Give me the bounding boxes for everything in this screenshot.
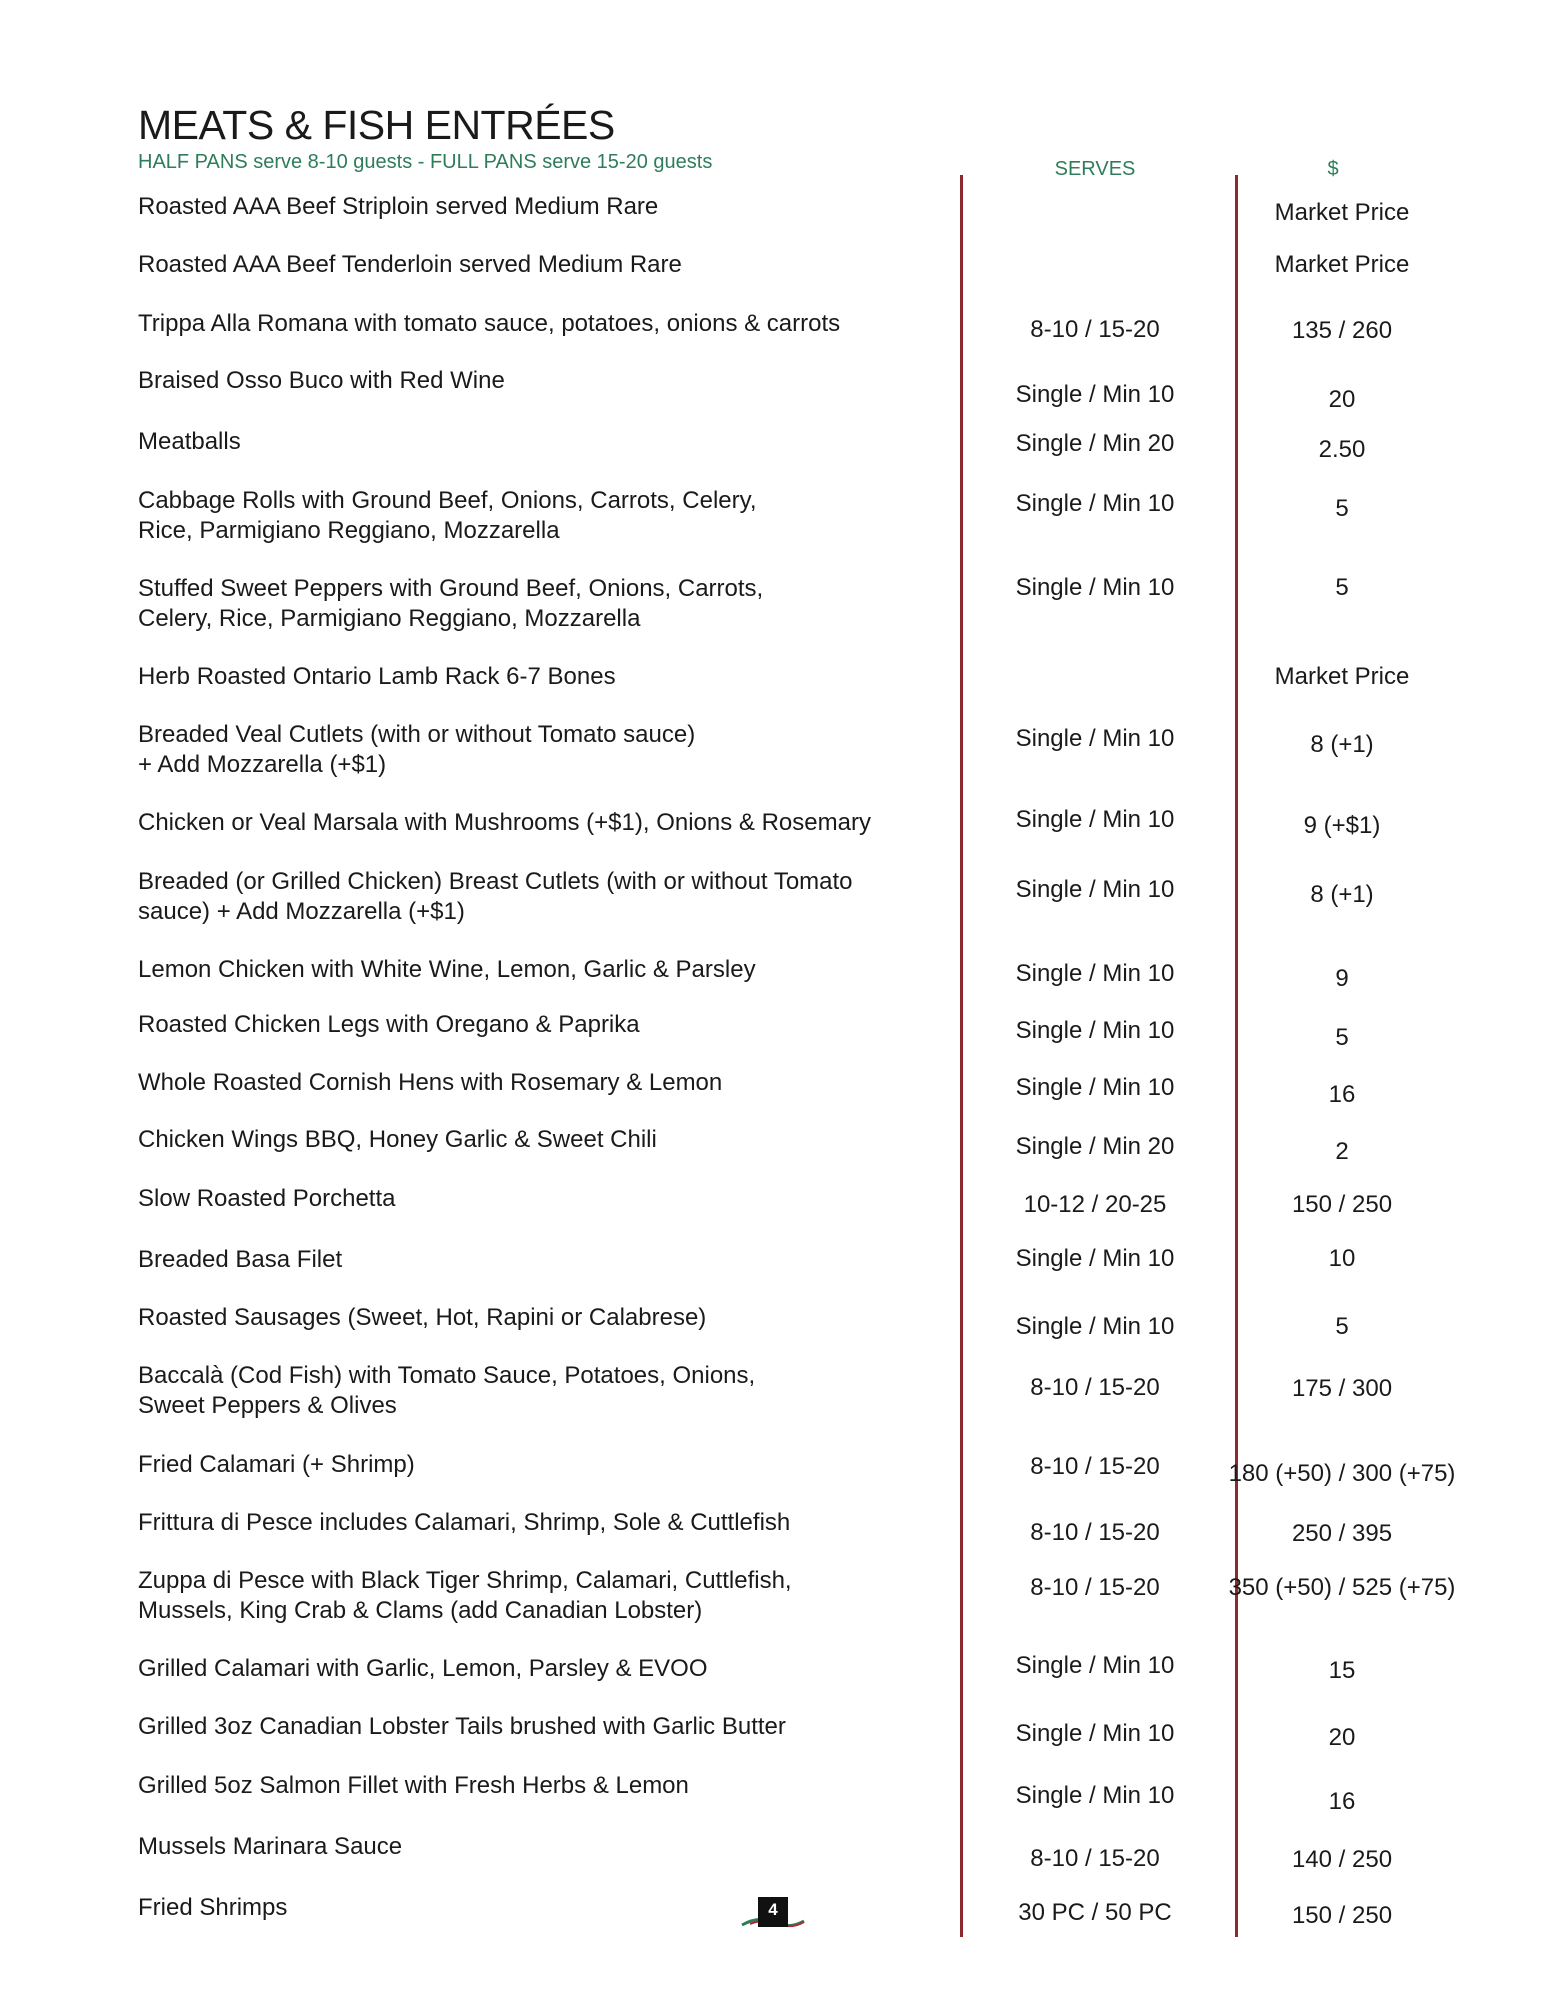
page-title: MEATS & FISH ENTRÉES <box>138 102 615 148</box>
item-name-line: Fried Calamari (+ Shrimp) <box>138 1451 415 1478</box>
page-number: 4 <box>758 1897 788 1927</box>
item-name <box>138 1125 657 1155</box>
item-name <box>138 366 505 396</box>
item-price: 5 <box>1335 495 1349 522</box>
item-name-line: Mussels, King Crab & Clams (add Canadian Lobster) <box>138 1597 703 1624</box>
item-name <box>138 1361 755 1421</box>
serves-column-header: SERVES <box>1054 158 1136 180</box>
item-name-line: Breaded Veal Cutlets (with or without Tomato sauce) <box>138 721 696 748</box>
item-serves: Single / Min 10 <box>1015 1245 1175 1272</box>
item-name <box>138 192 658 222</box>
item-serves: 30 PC / 50 PC <box>1018 1899 1172 1926</box>
item-name <box>138 486 757 546</box>
item-name-line: Roasted Sausages (Sweet, Hot, Rapini or Calabrese) <box>138 1304 707 1331</box>
item-serves: Single / Min 10 <box>1015 1313 1175 1340</box>
item-name <box>138 574 763 634</box>
item-name-line: Cabbage Rolls with Ground Beef, Onions, Carrots, Celery, <box>138 487 757 514</box>
item-name-line: sauce) + Add Mozzarella (+$1) <box>138 898 465 925</box>
item-serves: 8-10 / 15-20 <box>1030 1519 1160 1546</box>
item-name-line: Chicken Wings BBQ, Honey Garlic & Sweet Chili <box>138 1126 657 1153</box>
item-price: 9 (+$1) <box>1303 812 1381 839</box>
item-name <box>138 1893 287 1923</box>
item-serves: 10-12 / 20-25 <box>1023 1191 1167 1218</box>
item-price: 2 <box>1335 1138 1349 1165</box>
item-serves: Single / Min 10 <box>1015 1017 1175 1044</box>
item-name-line: Grilled 3oz Canadian Lobster Tails brushed with Garlic Butter <box>138 1713 786 1740</box>
item-price: 10 <box>1328 1245 1356 1272</box>
item-price: 350 (+50) / 525 (+75) <box>1228 1574 1456 1601</box>
item-serves: Single / Min 20 <box>1015 430 1175 457</box>
item-price: 140 / 250 <box>1291 1846 1393 1873</box>
item-name-line: Baccalà (Cod Fish) with Tomato Sauce, Potatoes, Onions, <box>138 1362 756 1389</box>
pan-size-note: HALF PANS serve 8-10 guests - FULL PANS serve 15-20 guests <box>138 151 713 173</box>
item-price: 15 <box>1328 1657 1356 1684</box>
page-number-badge <box>740 1897 806 1933</box>
item-name-line: Braised Osso Buco with Red Wine <box>138 367 505 394</box>
item-name <box>138 1566 792 1626</box>
column-divider <box>1235 175 1238 1937</box>
item-price: 180 (+50) / 300 (+75) <box>1228 1460 1456 1487</box>
item-price: Market Price <box>1274 251 1410 278</box>
item-price: Market Price <box>1274 663 1410 690</box>
item-price: 5 <box>1335 1313 1349 1340</box>
item-price: 16 <box>1328 1081 1356 1108</box>
item-name-line: Mussels Marinara Sauce <box>138 1833 403 1860</box>
item-serves: Single / Min 10 <box>1015 1720 1175 1747</box>
item-serves: Single / Min 10 <box>1015 960 1175 987</box>
item-price: 250 / 395 <box>1291 1520 1393 1547</box>
item-name <box>138 808 871 838</box>
item-name-line: Fried Shrimps <box>138 1894 288 1921</box>
item-name-line: Breaded (or Grilled Chicken) Breast Cutlets (with or without Tomato <box>138 868 853 895</box>
item-name-line: Chicken or Veal Marsala with Mushrooms (+$1), Onions & Rosemary <box>138 809 871 836</box>
item-serves: 8-10 / 15-20 <box>1030 1374 1160 1401</box>
item-name <box>138 1771 689 1801</box>
item-name <box>138 309 840 339</box>
item-serves: 8-10 / 15-20 <box>1030 316 1160 343</box>
item-name-line: + Add Mozzarella (+$1) <box>138 751 387 778</box>
item-serves: Single / Min 10 <box>1015 574 1175 601</box>
item-name-line: Sweet Peppers & Olives <box>138 1392 397 1419</box>
item-name-line: Frittura di Pesce includes Calamari, Shrimp, Sole & Cuttlefish <box>138 1509 791 1536</box>
item-price: 150 / 250 <box>1291 1902 1393 1929</box>
price-column-header: $ <box>1327 158 1339 180</box>
item-name-line: Stuffed Sweet Peppers with Ground Beef, Onions, Carrots, <box>138 575 764 602</box>
item-price: Market Price <box>1274 199 1410 226</box>
column-divider <box>960 175 963 1937</box>
item-serves: Single / Min 10 <box>1015 1074 1175 1101</box>
item-name-line: Lemon Chicken with White Wine, Lemon, Garlic & Parsley <box>138 956 756 983</box>
item-serves: Single / Min 10 <box>1015 876 1175 903</box>
item-serves: Single / Min 10 <box>1015 806 1175 833</box>
item-price: 150 / 250 <box>1291 1191 1393 1218</box>
item-serves: Single / Min 10 <box>1015 1652 1175 1679</box>
item-name-line: Roasted AAA Beef Striploin served Medium Rare <box>138 193 659 220</box>
item-name <box>138 867 853 927</box>
item-name <box>138 427 241 457</box>
item-price: 5 <box>1335 1024 1349 1051</box>
item-name-line: Rice, Parmigiano Reggiano, Mozzarella <box>138 517 560 544</box>
item-price: 175 / 300 <box>1291 1375 1393 1402</box>
item-name <box>138 1303 706 1333</box>
item-name-line: Roasted Chicken Legs with Oregano & Paprika <box>138 1011 640 1038</box>
item-name <box>138 1068 722 1098</box>
item-name-line: Grilled Calamari with Garlic, Lemon, Parsley & EVOO <box>138 1655 708 1682</box>
item-name-line: Breaded Basa Filet <box>138 1246 343 1273</box>
item-name <box>138 250 682 280</box>
item-price: 8 (+1) <box>1310 731 1374 758</box>
item-price: 20 <box>1328 386 1356 413</box>
item-name <box>138 662 616 692</box>
item-serves: 8-10 / 15-20 <box>1030 1574 1160 1601</box>
item-name-line: Zuppa di Pesce with Black Tiger Shrimp, Calamari, Cuttlefish, <box>138 1567 792 1594</box>
item-name-line: Meatballs <box>138 428 241 455</box>
item-serves: Single / Min 20 <box>1015 1133 1175 1160</box>
item-serves: 8-10 / 15-20 <box>1030 1845 1160 1872</box>
item-price: 16 <box>1328 1788 1356 1815</box>
item-price: 8 (+1) <box>1310 881 1374 908</box>
item-serves: 8-10 / 15-20 <box>1030 1453 1160 1480</box>
item-serves: Single / Min 10 <box>1015 725 1175 752</box>
item-name-line: Slow Roasted Porchetta <box>138 1185 396 1212</box>
item-name <box>138 1654 708 1684</box>
item-serves: Single / Min 10 <box>1015 381 1175 408</box>
item-price: 5 <box>1335 574 1349 601</box>
item-price: 2.50 <box>1318 436 1366 463</box>
item-name <box>138 1184 395 1214</box>
item-name <box>138 1508 790 1538</box>
item-name <box>138 1832 402 1862</box>
item-name <box>138 955 756 985</box>
item-price: 135 / 260 <box>1291 317 1393 344</box>
item-name-line: Trippa Alla Romana with tomato sauce, potatoes, onions & carrots <box>138 310 841 337</box>
item-name-line: Grilled 5oz Salmon Fillet with Fresh Herbs & Lemon <box>138 1772 689 1799</box>
item-name-line: Roasted AAA Beef Tenderloin served Medium Rare <box>138 251 682 278</box>
item-serves: Single / Min 10 <box>1015 490 1175 517</box>
item-name <box>138 1245 342 1275</box>
item-name-line: Herb Roasted Ontario Lamb Rack 6-7 Bones <box>138 663 616 690</box>
item-serves: Single / Min 10 <box>1015 1782 1175 1809</box>
item-name <box>138 1450 415 1480</box>
item-name-line: Whole Roasted Cornish Hens with Rosemary & Lemon <box>138 1069 723 1096</box>
item-name <box>138 1010 640 1040</box>
item-name <box>138 1712 786 1742</box>
item-name-line: Celery, Rice, Parmigiano Reggiano, Mozzarella <box>138 605 641 632</box>
item-price: 20 <box>1328 1724 1356 1751</box>
item-price: 9 <box>1335 965 1349 992</box>
item-name <box>138 720 695 780</box>
